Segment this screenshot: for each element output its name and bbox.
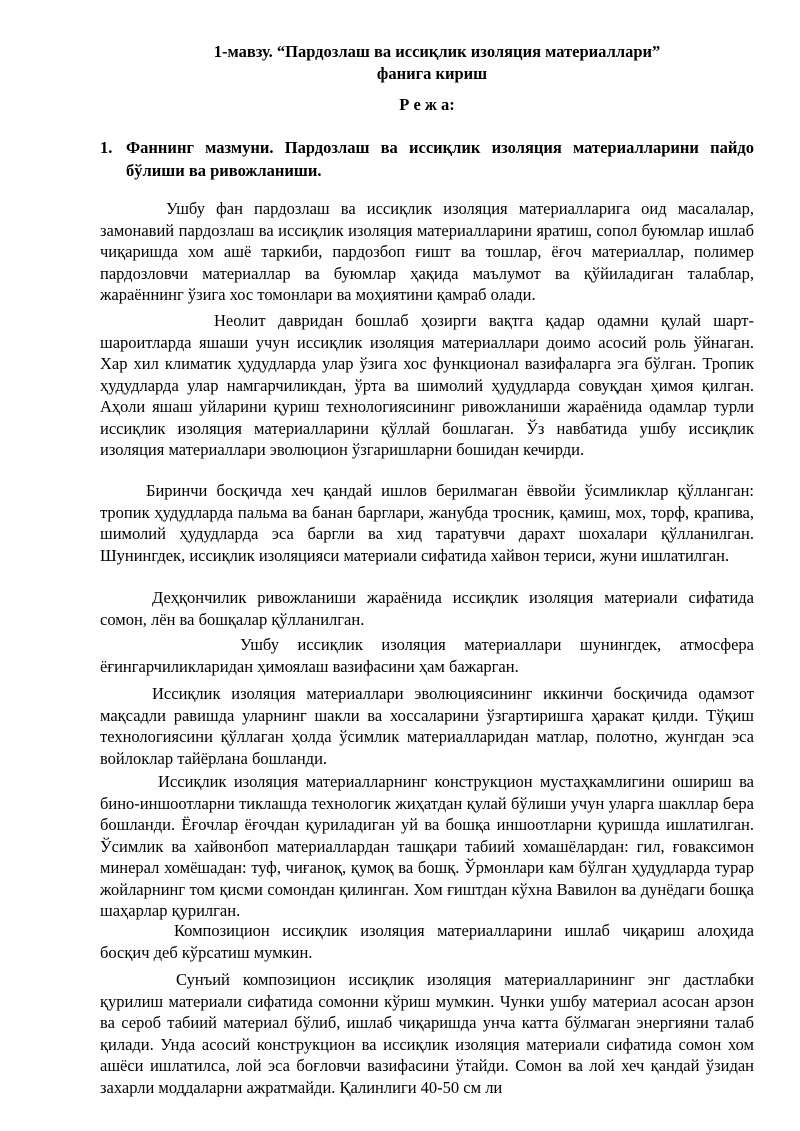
section-heading xyxy=(100,136,754,182)
document-title-line2: фанига кириш xyxy=(376,64,488,83)
paragraph: Ушбу фан пардозлаш ва иссиқлик изоляция материалларига оид масалалар, замонавий пардозлаш ва иссиқлик изоляция материалларини яратиш, сопол буюмлар ишлаб чиқаришда хом ашё таркиби, пардозбоп ғишт ва тошлар, ёғоч материаллар, полимер пардозловчи материаллар ва буюмлар ҳақида маълумот ва қўйиладиган талаблар, жараённинг ўзига хос томонлари ва моҳиятини қамраб олади. xyxy=(100,199,754,304)
plan-label: Р е ж а: xyxy=(399,95,455,114)
paragraph: Неолит давридан бошлаб ҳозирги вақтга қадар одамни қулай шарт-шароитларда яшаши учун иссиқлик изоляция материаллари доимо асосий роль ўйнаган. Хар хил климатик ҳудудларда улар ўзига хос функционал вазифаларга эга бўлган. Тропик ҳудудларда улар намгарчиликдан, ўрта ва шимолий ҳудудларда совуқдан ҳимоя қилган. Аҳоли яшаш уйларини қуриш технологиясининг ривожланиши жараёнида одамлар турли иссиқлик изоляция материалларини қўллай бошлаган. Ўз навбатида ушбу иссиқлик изоляция материаллари эволюцион ўзгаришларни бошидан кечирди. xyxy=(100,311,754,459)
paragraph: Иссиқлик изоляция материаллари эволюциясининг иккинчи босқичида одамзот мақсадли равишда уларнинг шакли ва хоссаларини ўзгартиришга ҳаракат қилди. Тўқиш технологиясини қўллаган ҳолда ўсимлик материалларидан матлар, полотно, жунгдан эса войлоклар тайёрлана бошланди. xyxy=(100,684,754,768)
paragraph: Композицион иссиқлик изоляция материалларини ишлаб чиқариш алоҳида босқич деб кўрсатиш мумкин. xyxy=(100,921,754,962)
paragraph: Ушбу иссиқлик изоляция материаллари шунингдек, атмосфера ёғингарчиликларидан ҳимоялаш вазифасини ҳам бажарган. xyxy=(100,635,754,676)
section-heading-number: 1. xyxy=(100,138,113,157)
document-title-line1: 1-мавзу. “Пардозлаш ва иссиқлик изоляция материаллари” xyxy=(213,42,661,61)
paragraph: Деҳқончилик ривожланиши жараёнида иссиқлик изоляция материали сифатида сомон, лён ва бошқалар қўлланилган. xyxy=(100,588,754,629)
paragraph: Иссиқлик изоляция материалларнинг конструкцион мустаҳкамлигини ошириш ва бино-иншоотларни тиклашда технологик жиҳатдан қулай бўлиши учун уларга шакллар бера бошланди. Ёғочлар ёғочдан қуриладиган уй ва бошқа иншоотларни қуришда ишлатилган. Ўсимлик ва хайвонбоп материаллардан ташқари табиий хомашёлардан: гил, ғовaксимон минерал хомёшадан: туф, чиғаноқ, қумоқ ва бошқ. Ўрмонлари кам бўлган ҳудудларда турар жойларнинг том қисми сомондан қилинган. Хом ғиштдан кўхна Вавилон ва дунёдаги бошқа шаҳарлар қурилган. xyxy=(100,772,754,920)
paragraph: Биринчи босқичда хеч қандай ишлов берилмаган ёввойи ўсимликлар қўлланган: тропик ҳудудларда пальма ва банан барглари, жанубда тросник, қамиш, мох, торф, крапива, шимолий ҳудудларда эса баргли ва хид таратувчи дарахт шохалари қўлланилган. Шунингдек, иссиқлик изоляцияси материали сифатида хайвон териси, жуни ишлатилган. xyxy=(100,481,754,565)
section-heading-text: Фаннинг мазмуни. Пардозлаш ва иссиқлик изоляция материалларини пайдо бўлиши ва ривожланиши. xyxy=(126,138,754,180)
paragraph: Сунъий композицион иссиқлик изоляция материалларининг энг дастлабки қурилиш материали сифатида сомонни кўриш мумкин. Чунки ушбу материал асосан арзон ва сероб табиий материал бўлиб, ишлаб чиқаришда унча катта бўлмаган энергияни талаб қилади. Унда асосий конструкцион ва иссиқлик изоляция материали сифатида сомон хом ашёси ишлатилса, лой эса боғловчи вазифасини ўтайди. Сомон ва лой хеч қандай ўзидан захарли моддаларни ажратмайди. Қалинлиги 40-50 см ли xyxy=(100,970,754,1097)
